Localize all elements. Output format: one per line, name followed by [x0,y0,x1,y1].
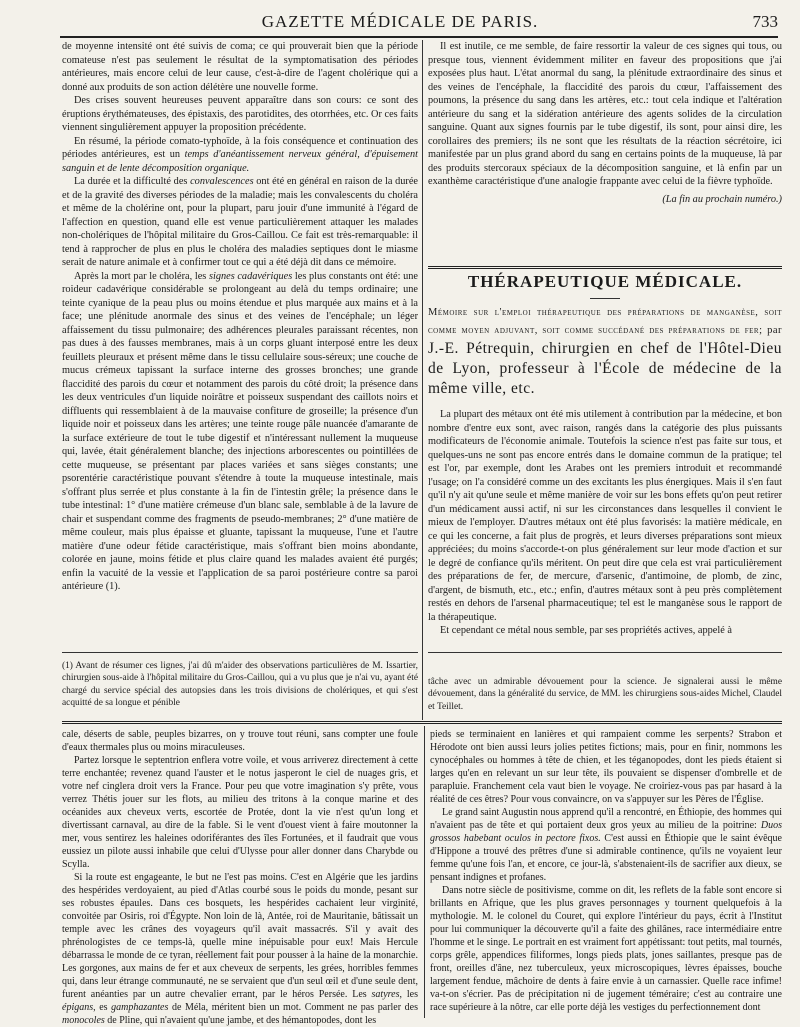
memoir-author: J.-E. Pétrequin, chirurgien en chef de l'Hôtel-Dieu de Lyon, professeur à l'École de médecine de la même ville, etc. [428,340,782,397]
text-run: , les [399,989,418,1000]
paragraph: Dans notre siècle de positivisme, comme on dit, les reflets de la fable sont encore si brillants en Afrique, que les plus graves personnages y tournent quelquefois à la mythologie. M. le colonel du Couret, qui explore l'intérieur du pays, écrit à l'Institut pour lui communiquer la découverte qu'il a faite des ghilânes, race intermédiaire entre l'homme et le singe. Le portrait en est vraiment fort appétissant: tout petits, mal tournés, corps grêle, appendices filiformes, longs pieds plats, jones saillantes, presque pas de front, oreilles d'âne, nez tuberculeux, yeux microscopiques, lèvres épaisses, bouche largement fendue, mâchoire de dents à faire envie à un carnassier. Quelle race infime! va-t-on s'écrier. Pas de précipitation ni de jugement téméraire; c'est au contraire une race supérieure à la nôtre, car elle porte déjà les vestiges du perfectionnement dont [430,885,782,1013]
memoir-title-text: Mémoire sur l'emploi thérapeutique des préparations de manganèse, soit comme moyen adjuvant, soit comme succédané des préparations de fer; [428,307,782,336]
emphasis: gamphazantes [111,1002,169,1013]
feuilleton-rule [62,721,782,724]
paragraph: La plupart des métaux ont été mis utilement à contribution par la médecine, et bon nombre d'entre eux sont, avec raison, rangés dans la catégorie des plus puissants modificateurs de l'économie animale. Toutefois la science n'est pas faite sur tous, et quelques-uns ne sont pas encore entrés dans le domaine commun de la pratique; tel est l'or, par exemple, dont les Arabes ont les premiers introduit et recommandé l'usage; on l'a considéré comme un des excitants les plus énergiques. Mais il s'en faut qu'il n'y ait qu'une seule et même manière de voir sur les bons effets qu'on peut retirer d'un médicament aussi actif, ni sur les circonstances dans lesquelles il convient le mieux de l'employer. D'autres métaux ont été plus favorisés: la matière médicale, en ce qui les concerne, a fait plus de progrès, et leurs diverses préparations sont mieux appréciées; du moins s'accorde-t-on plus généralement sur leur mode d'action et sur le degré de confiance qu'ils méritent. On peut dire que cela est vrai particulièrement des préparations de fer, de mercure, d'arsenic, d'antimoine, de plomb, de zinc, d'argent, de bismuth, etc., etc.; enfin, d'autres métaux sont à peu près complètement restés en dehors de l'arsenal pharmaceutique; tel est le manganèse sous le rapport de la thérapeutique. [428,409,782,623]
column-divider [422,40,423,720]
emphasis: convalescences [190,176,254,187]
feuilleton-left-column [62,728,418,1026]
title-rule [590,298,620,299]
paragraph: cale, déserts de sable, peuples bizarres, on y trouve tout réuni, sans compter une foule d'eaux thermales plus ou moins miraculeuses. [62,729,418,753]
memoir-title [428,304,782,400]
section-title: THÉRAPEUTIQUE MÉDICALE. [467,272,743,291]
text-run: En résumé, la période comato-typhoïde, à la fois conséquence et continuation des périodes antérieures, est un [62,135,418,160]
paragraph [430,806,782,884]
text-run: de Méla, méritent bien un mot. Comment ne pas parler des [168,1002,418,1013]
page-number: 733 [752,12,778,31]
running-head [0,6,800,34]
emphasis: épigans [62,1002,94,1013]
text-run: C'est aussi en Éthiopie que le saint évêque d'Hippone a trouvé des prêtres d'une si admirable continence, qu'ils ne voyaient leur femme qu'une fois l'an, et encore, ce jour-là, s'abstenaient-ils de sacrifier aux dieux, se pensant indignes et profanes. [430,833,782,883]
text-run: La durée et la difficulté des [74,176,191,187]
text-run: ont été en général en raison de la durée et de la gravité des diverses périodes de la maladie; mais les convalescents du choléra et même de la cholérine ont, pour la plupart, paru jouir d'une immunité à l'égard de l'affection en question, quand elle est venue particulièrement attaquer les malades non-cholériques de l'hôpital militaire du Gros-Caillou. Ce fait est très-remarquable: il tend à rapprocher de plus en plus le choléra des maladies septiques dont le miasme serait de nature animale et à confirmer tout ce qui a été déjà dit dans ce mémoire. [62,176,419,268]
footnote: (1) Avant de résumer ces lignes, j'ai dû m'aider des observations particulières de M. Issartier, chirurgien sous-aide à l'hôpital militaire du Gros-Caillou, qui a vu plus que je n'ai vu, ayant été chargé du service spécial des autopsies dans les trois divisions de cholériques, et qui s'est acquitté de sa longue et pénible [62,661,418,709]
paragraph [62,871,418,1027]
memoir-by: par [762,325,782,336]
feuilleton-right-column [430,728,782,1020]
text-run: , es [93,1002,112,1013]
feuilleton-divider [424,726,425,1018]
paragraph [62,175,418,270]
emphasis: temps d'anéantissement nerveux général, d'épuisement sanguin et de lente décomposition organique. [62,149,418,174]
emphasis: signes cadavériques [208,270,293,282]
text-run: Après la mort par le choléra, les [74,270,209,282]
right-column-body [428,408,782,666]
header-rule [60,36,778,38]
left-column-top [62,40,418,646]
paragraph: de moyenne intensité ont été suivis de coma; ce qui prouverait bien que la période comateuse n'est pas seulement le résultat de la symptomatisation des périodes antérieures, mais encore celui de leur cause, c'est-à-dire de l'agent cholérique qui a donné aux produits de son action délétère une nouvelle forme. [62,41,418,93]
paragraph: pieds se terminaient en lanières et qui rampaient comme les serpents? Strabon et Hérodote ont bien aussi leurs jolies petites fictions; mais, pour en finir, nommons les cynocéphales ou hommes à tête de chien, et les téganopodes, dont les pieds étaient si larges qu'en en relevant un sur leur tête, ils pouvaient se dispenser d'ombrelle et de parapluie. Franchement cela vaut bien le voyage. Ne croiriez-vous pas par hasard à la réalité de ces êtres? Pour vous convaincre, on va s'appuyer sur les Pères de l'Église. [430,729,782,805]
footnote-continued: tâche avec un admirable dévouement pour la science. Je signalerai aussi le même dévouement, dans la généralité du service, de MM. les chirurgiens sous-aides Michel, Claudel et Teillet. [428,677,782,712]
text-run: de Pline, qui n'avaient qu'une jambe, et des hémantopodes, dont les [104,1015,377,1026]
emphasis: monocoles [62,1015,105,1026]
paragraph [62,270,418,594]
section-rule [428,266,782,269]
paragraph: Partez lorsque le septentrion enflera votre voile, et vous arriverez directement à cette terre enchantée; revenez quand l'auster et le notus jasperont le ciel de nuages gris, et votre nef cinglera droit vers la France. Pour peu que votre imagination s'y prête, vous verrez Thétis jouer sur les flots, au milieu des tritons à la conque marine et des océanides aux cheveux verts, escortée de Protée, dont la vie n'est qu'un long et divertissant carnaval, au dire de la fable. Si le vent d'ouest vient à faire moutonner la mer, vous sentirez les haleines odoriférantes des îles Fortunées, et il faudrait que vous eussiez un pilote aussi inhabile que celui d'Ulysse pour aller donner dans Charybde ou Scylla. [62,755,418,870]
paragraph [62,135,418,176]
footnote-rule [62,652,418,653]
text-run: Le grand saint Augustin nous apprend qu'il a rencontré, en Éthiopie, des hommes qui n'avaient pas de tête et qui portaient deux gros yeux au milieu de la poitrine: [430,807,782,831]
text-run: les plus constants ont été: une roideur cadavérique considérable se prolongeant au delà du temps ordinaire; une teinte cyanique de la peau plus ou moins étendue et plus marquée aux mains et à la face; une plénitude anormale des sinus et des veines de l'encéphale; un léger affaissement du tissu pulmonaire; des adhérences pleurales paraissant récentes, non pas dues à des fausses membranes, mais à un corps gluant interposé entre les deux feuillets pleuraux et présent même dans le tissu cellulaire sous-séreux; une couche de mucus crémeux tapissant la surface interne des grosses bronches; une grande flaccidité des parois du cœur et notamment des parois du côté droit; la présence dans les deux ventricules d'un liquide noirâtre et poisseux suspendant des caillots noirs et diffluents qui ressemblaient à de la mauvaise confiture de groseille; la présence d'un liquide noir et poisseux dans les artères; une teinte rouge pâle nuancée d'amarante de la surface extérieure de tout le tube digestif et n'intéressant nullement la muqueuse qui, lavée, était généralement blanche; des injections arborescentes ou pointillées de cette muqueuse, se présentant par places variées et sans sièges constants; une psorentérie caractéristique pouvant s'étendre à toute la muqueuse intestinale, mais s'offrant plus serrée et plus constante à la fin de l'intestin grêle; la présence dans le tube intestinal: 1° d'une matière crémeuse d'un blanc sale, semblable à de la lavure de chair et suspendant comme des fragments de pseudo-membranes; 2° d'une matière de même couleur, mais plus épaisse et gluante, tapissant la muqueuse, l'une et l'autre matière d'une odeur fétide caractéristique, mais s'offrant bien moins abondante, colorée en jaune, moins fétide et plus claire quand les malades avaient été purgés; enfin la vacuité de la vessie et l'application de sa paroi postérieure contre sa paroi antérieure (1). [62,270,418,592]
emphasis: satyres [371,989,400,1000]
emphasis: Duos grossos habebant oculos in pectore fixos. [430,820,782,844]
right-column-top [428,40,782,260]
paragraph: Et cependant ce métal nous semble, par ses propriétés actives, appelé à [440,625,732,636]
continued-note: (La fin au prochain numéro.) [662,193,782,205]
journal-title: GAZETTE MÉDICALE DE PARIS. [261,12,539,31]
text-run: Si la route est engageante, le but ne l'est pas moins. C'est en Algérie que les jardins des hespérides verdoyaient, au pied d'Atlas courbé sous le poids du monde, pesant sur ses robustes épaules. Dans ces bosquets, les hespérides cachaient leur virginité, convoitée par Osiris, roi d'Égypte. Non loin de là, Antée, roi de Mauritanie, bâtissait un temple avec les crânes des voyageurs qu'il avait massacrés. S'il y avait des phrénologistes de ce temps-là, quelle mine inépuisable pour eux! Mais Hercule débarrassa le monde de ce tyran, réellement fait pour pousser à la haine de la monarchie. Les gorgones, aux mains de fer et aux cheveux de serpents, les grées, horribles femmes qui, dans leur étrange communauté, ne se servaient que d'un seul œil et d'une seule dent, furent anéanties par un autre chevalier errant, par le héros Persée. Les [62,872,418,1000]
paragraph: Des crises souvent heureuses peuvent apparaître dans son cours: ce sont des éruptions érythémateuses, des épistaxis, des parotidites, des otorrhées, etc. Or ces faits viennent singulièrement appuyer la proposition précédente. [62,95,418,133]
paragraph: Il est inutile, ce me semble, de faire ressortir la valeur de ces signes qui tous, ou presque tous, viennent évidemment militer en faveur des propositions que j'ai exposées plus haut. L'état anormal du sang, la plénitude extraordinaire des sinus et des veines de l'encéphale, la flaccidité des parois du cœur, l'affaissement des poumons, la présence du sang dans les artères, etc.: tout cela indique et l'altération antérieure du sang et la sidération antérieure des agents solides de la circulation sanguine. Quant aux signes fournis par le tube digestif, ils sont, pour ainsi dire, les corollaires des premiers; ils ne sont que les résultats de la réaction sécrétoire, ici manifestée par un plus grand abord du sang en certains points de la muqueuse, là par des produits stercoraux spéciaux de la décomposition sanguine, et là enfin par un exanthème caractéristique d'une analogie frappante avec celui de la fièvre typhoïde. [428,41,782,187]
footnote-rule-right [428,652,782,653]
